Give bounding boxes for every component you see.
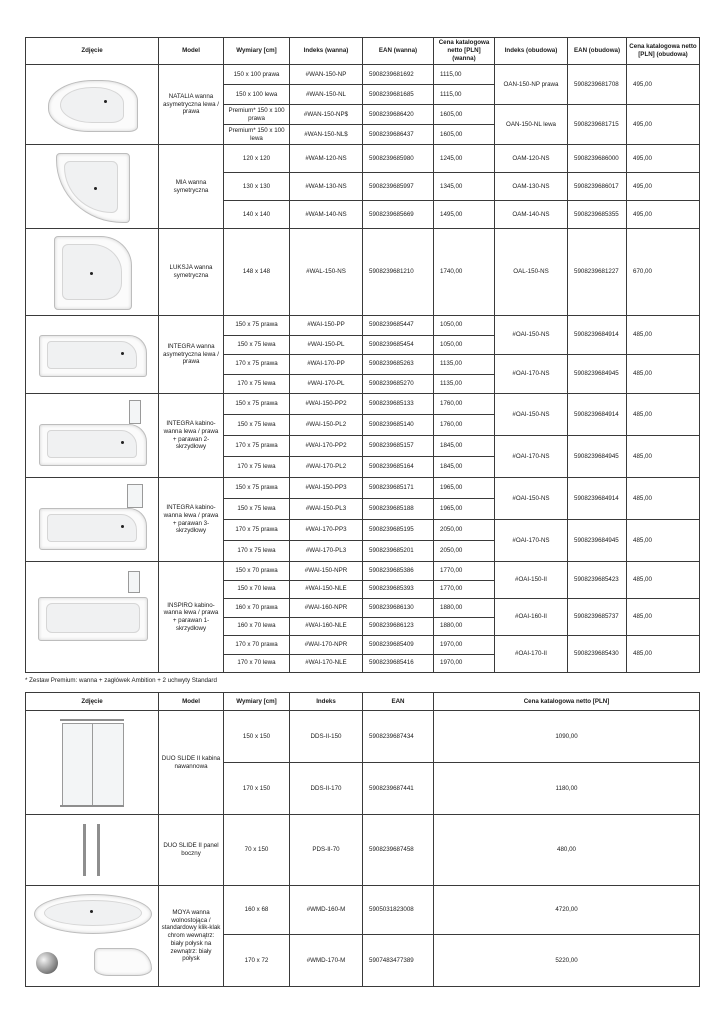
casing-price-cell: 485,00 (627, 436, 700, 478)
tub-index-cell: #WAI-150-NPR (290, 562, 363, 581)
tub-index-cell: #WAI-150-PL2 (290, 415, 363, 436)
header-dimensions: Wymiary [cm] (224, 38, 290, 65)
tub-price-cell: 1760,00 (434, 415, 495, 436)
product-photo-natalia (26, 65, 159, 145)
tub-index-cell: #WAI-170-PL2 (290, 457, 363, 478)
ean-cell: 5905031823008 (363, 886, 434, 935)
tub-price-cell: 1970,00 (434, 636, 495, 655)
index-cell: DDS-II-150 (290, 711, 363, 763)
tub-price-cell: 1965,00 (434, 478, 495, 499)
dimension-cell: 70 x 150 (224, 815, 290, 886)
product-photo-integra-3panel (26, 478, 159, 562)
casing-ean-cell: 5908239684945 (568, 520, 627, 562)
casing-price-cell: 495,00 (627, 173, 700, 201)
dimension-cell: 150 x 100 lewa (224, 85, 290, 105)
header-photo: Zdjęcie (26, 693, 159, 711)
tub-price-cell: 1845,00 (434, 457, 495, 478)
ean-cell: 5908239687441 (363, 763, 434, 815)
casing-price-cell: 485,00 (627, 562, 700, 599)
casing-index-cell: OAM-120-NS (495, 145, 568, 173)
dimension-cell: 150 x 150 (224, 711, 290, 763)
tub-price-cell: 1050,00 (434, 316, 495, 336)
tub-price-cell: 1760,00 (434, 394, 495, 415)
tub-ean-cell: 5908239685386 (363, 562, 434, 581)
tub-ean-cell: 5908239685133 (363, 394, 434, 415)
tub-index-cell: #WAN-150-NL$ (290, 125, 363, 145)
tub-index-cell: #WAI-150-PP (290, 316, 363, 336)
tub-index-cell: #WAN-150-NP$ (290, 105, 363, 125)
casing-ean-cell: 5908239681708 (568, 65, 627, 105)
tub-index-cell: #WAI-150-NLE (290, 580, 363, 599)
header-price-casing: Cena katalogowa netto [PLN] (obudowa) (627, 38, 700, 65)
tub-price-cell: 1495,00 (434, 201, 495, 229)
casing-ean-cell: 5908239684914 (568, 394, 627, 436)
tub-price-cell: 2050,00 (434, 520, 495, 541)
tub-price-cell: 1845,00 (434, 436, 495, 457)
ean-cell: 5907483477389 (363, 935, 434, 987)
tub-price-cell: 1880,00 (434, 617, 495, 636)
tub-index-cell: #WAM-120-NS (290, 145, 363, 173)
dimension-cell: 150 x 75 prawa (224, 316, 290, 336)
tub-index-cell: #WAI-150-PP2 (290, 394, 363, 415)
casing-ean-cell: 5908239684945 (568, 355, 627, 394)
tub-ean-cell: 5908239686437 (363, 125, 434, 145)
dimension-cell: 150 x 70 lewa (224, 580, 290, 599)
tub-price-cell: 1740,00 (434, 229, 495, 316)
tub-ean-cell: 5908239685188 (363, 499, 434, 520)
index-cell: DDS-II-170 (290, 763, 363, 815)
tub-ean-cell: 5908239685263 (363, 355, 434, 375)
tub-index-cell: #WAN-150-NL (290, 85, 363, 105)
header-ean-tub: EAN (wanna) (363, 38, 434, 65)
casing-price-cell: 485,00 (627, 599, 700, 636)
tub-index-cell: #WAI-160-NLE (290, 617, 363, 636)
tub-price-cell: 1115,00 (434, 65, 495, 85)
index-cell: #WMD-160-M (290, 886, 363, 935)
header-model: Model (159, 693, 224, 711)
tub-ean-cell: 5908239685409 (363, 636, 434, 655)
tub-price-cell: 2050,00 (434, 541, 495, 562)
chrome-drain-icon (36, 952, 58, 974)
tub-ean-cell: 5908239685980 (363, 145, 434, 173)
tub-index-cell: #WAI-170-NPR (290, 636, 363, 655)
casing-price-cell: 495,00 (627, 145, 700, 173)
tub-price-cell: 1345,00 (434, 173, 495, 201)
dimension-cell: 170 x 75 prawa (224, 520, 290, 541)
dimension-cell: 170 x 72 (224, 935, 290, 987)
bathtub-price-table (25, 37, 700, 673)
tub-ean-cell: 5908239685270 (363, 374, 434, 394)
casing-price-cell: 495,00 (627, 65, 700, 105)
dimension-cell: Premium* 150 x 100 prawa (224, 105, 290, 125)
casing-index-cell: #OAI-150-NS (495, 394, 568, 436)
tub-index-cell: #WAI-150-PP3 (290, 478, 363, 499)
casing-ean-cell: 5908239686000 (568, 145, 627, 173)
casing-index-cell: OAM-140-NS (495, 201, 568, 229)
tub-ean-cell: 5908239685454 (363, 335, 434, 355)
ean-cell: 5908239687434 (363, 711, 434, 763)
model-natalia: NATALIA wanna asymetryczna lewa / prawa (159, 65, 224, 145)
casing-ean-cell: 5908239685430 (568, 636, 627, 673)
dimension-cell: 150 x 70 prawa (224, 562, 290, 581)
tub-ean-cell: 5908239685447 (363, 316, 434, 336)
casing-price-cell: 485,00 (627, 394, 700, 436)
dimension-cell: 160 x 70 prawa (224, 599, 290, 618)
model-integra-2panel: INTEGRA kabino-wanna lewa / prawa + parawan 2-skrzydłowy (159, 394, 224, 478)
price-cell: 5220,00 (434, 935, 700, 987)
tub-ean-cell: 5908239681692 (363, 65, 434, 85)
dimension-cell: Premium* 150 x 100 lewa (224, 125, 290, 145)
casing-ean-cell: 5908239685737 (568, 599, 627, 636)
tub-ean-cell: 5908239686420 (363, 105, 434, 125)
tub-ean-cell: 5908239681685 (363, 85, 434, 105)
header-index-casing: Indeks (obudowa) (495, 38, 568, 65)
dimension-cell: 150 x 75 lewa (224, 335, 290, 355)
header-index: Indeks (290, 693, 363, 711)
tub-index-cell: #WAI-170-PP2 (290, 436, 363, 457)
casing-index-cell: #OAI-150-NS (495, 316, 568, 355)
tub-ean-cell: 5908239685201 (363, 541, 434, 562)
tub-index-cell: #WAN-150-NP (290, 65, 363, 85)
tub-ean-cell: 5908239685171 (363, 478, 434, 499)
tub-ean-cell: 5908239685669 (363, 201, 434, 229)
product-photo-inspiro (26, 562, 159, 673)
tub-index-cell: #WAI-170-PL (290, 374, 363, 394)
tub-ean-cell: 5908239685140 (363, 415, 434, 436)
dimension-cell: 130 x 130 (224, 173, 290, 201)
dimension-cell: 140 x 140 (224, 201, 290, 229)
ean-cell: 5908239687458 (363, 815, 434, 886)
casing-price-cell: 495,00 (627, 105, 700, 145)
dimension-cell: 120 x 120 (224, 145, 290, 173)
dimension-cell: 170 x 75 lewa (224, 374, 290, 394)
header-ean: EAN (363, 693, 434, 711)
tub-price-cell: 1965,00 (434, 499, 495, 520)
tub-ean-cell: 5908239686130 (363, 599, 434, 618)
enclosure-price-table (25, 692, 700, 987)
index-cell: #WMD-170-M (290, 935, 363, 987)
dimension-cell: 160 x 68 (224, 886, 290, 935)
casing-price-cell: 485,00 (627, 520, 700, 562)
casing-index-cell: #OAI-170-NS (495, 436, 568, 478)
tub-ean-cell: 5908239685393 (363, 580, 434, 599)
tub-ean-cell: 5908239685157 (363, 436, 434, 457)
dimension-cell: 150 x 75 prawa (224, 394, 290, 415)
header-price-tub: Cena katalogowa netto [PLN] (wanna) (434, 38, 495, 65)
dimension-cell: 170 x 75 prawa (224, 436, 290, 457)
tub-index-cell: #WAM-130-NS (290, 173, 363, 201)
header-price: Cena katalogowa netto [PLN] (434, 693, 700, 711)
dimension-cell: 170 x 70 prawa (224, 636, 290, 655)
model-integra-3panel: INTEGRA kabino-wanna lewa / prawa + parawan 3-skrzydłowy (159, 478, 224, 562)
model-mia: MIA wanna symetryczna (159, 145, 224, 229)
price-cell: 1090,00 (434, 711, 700, 763)
casing-price-cell: 670,00 (627, 229, 700, 316)
casing-ean-cell: 5908239684945 (568, 436, 627, 478)
tub-index-cell: #WAI-150-PL3 (290, 499, 363, 520)
model-moya: MOYA wanna wolnostojąca / standardowy klik-klak chrom wewnątrz: biały połysk na zewnątrz: biały połysk (159, 886, 224, 987)
dimension-cell: 170 x 75 lewa (224, 541, 290, 562)
price-cell: 480,00 (434, 815, 700, 886)
casing-index-cell: #OAI-150-II (495, 562, 568, 599)
tub-index-cell: #WAL-150-NS (290, 229, 363, 316)
dimension-cell: 170 x 75 lewa (224, 457, 290, 478)
product-photo-luksja (26, 229, 159, 316)
index-cell: PDS-II-70 (290, 815, 363, 886)
casing-ean-cell: 5908239684914 (568, 478, 627, 520)
header-index-tub: Indeks (wanna) (290, 38, 363, 65)
product-photo-duo-slide-panel (26, 815, 159, 886)
tub-price-cell: 1135,00 (434, 355, 495, 375)
casing-price-cell: 485,00 (627, 355, 700, 394)
tub-ean-cell: 5908239685164 (363, 457, 434, 478)
casing-ean-cell: 5908239681715 (568, 105, 627, 145)
header-ean-casing: EAN (obudowa) (568, 38, 627, 65)
price-cell: 4720,00 (434, 886, 700, 935)
tub-index-cell: #WAI-170-PP (290, 355, 363, 375)
product-photo-moya (26, 886, 159, 987)
tub-price-cell: 1135,00 (434, 374, 495, 394)
casing-ean-cell: 5908239684914 (568, 316, 627, 355)
model-duo-slide-panel: DUO SLIDE II panel boczny (159, 815, 224, 886)
header-photo: Zdjęcie (26, 38, 159, 65)
tub-index-cell: #WAI-170-NLE (290, 654, 363, 673)
model-luksja: LUKSJA wanna symetryczna (159, 229, 224, 316)
tub-price-cell: 1050,00 (434, 335, 495, 355)
casing-ean-cell: 5908239681227 (568, 229, 627, 316)
tub-index-cell: #WAM-140-NS (290, 201, 363, 229)
casing-index-cell: #OAI-170-NS (495, 355, 568, 394)
tub-price-cell: 1115,00 (434, 85, 495, 105)
casing-ean-cell: 5908239685355 (568, 201, 627, 229)
casing-ean-cell: 5908239685423 (568, 562, 627, 599)
casing-price-cell: 485,00 (627, 478, 700, 520)
header-dimensions: Wymiary [cm] (224, 693, 290, 711)
dimension-cell: 150 x 75 lewa (224, 499, 290, 520)
dimension-cell: 170 x 70 lewa (224, 654, 290, 673)
dimension-cell: 148 x 148 (224, 229, 290, 316)
tub-ean-cell: 5908239685997 (363, 173, 434, 201)
model-inspiro: INSPIRO kabino-wanna lewa / prawa + parawan 1-skrzydłowy (159, 562, 224, 673)
product-photo-integra-2panel (26, 394, 159, 478)
tub-price-cell: 1970,00 (434, 654, 495, 673)
tub-ean-cell: 5908239685195 (363, 520, 434, 541)
casing-ean-cell: 5908239686017 (568, 173, 627, 201)
casing-price-cell: 485,00 (627, 316, 700, 355)
casing-index-cell: #OAI-170-II (495, 636, 568, 673)
casing-index-cell: #OAI-160-II (495, 599, 568, 636)
casing-index-cell: OAL-150-NS (495, 229, 568, 316)
tub-index-cell: #WAI-160-NPR (290, 599, 363, 618)
tub-index-cell: #WAI-170-PL3 (290, 541, 363, 562)
casing-price-cell: 485,00 (627, 636, 700, 673)
price-cell: 1180,00 (434, 763, 700, 815)
model-duo-slide-cabin: DUO SLIDE II kabina nawannowa (159, 711, 224, 815)
product-photo-mia (26, 145, 159, 229)
tub-ean-cell: 5908239685416 (363, 654, 434, 673)
header-model: Model (159, 38, 224, 65)
casing-index-cell: #OAI-150-NS (495, 478, 568, 520)
casing-index-cell: #OAI-170-NS (495, 520, 568, 562)
tub-price-cell: 1605,00 (434, 125, 495, 145)
dimension-cell: 170 x 75 prawa (224, 355, 290, 375)
premium-footnote: * Zestaw Premium: wanna + zagłówek Ambition + 2 uchwyty Standard (25, 677, 217, 684)
casing-index-cell: OAN-150-NP prawa (495, 65, 568, 105)
dimension-cell: 150 x 100 prawa (224, 65, 290, 85)
dimension-cell: 150 x 75 prawa (224, 478, 290, 499)
casing-price-cell: 495,00 (627, 201, 700, 229)
tub-price-cell: 1770,00 (434, 562, 495, 581)
tub-price-cell: 1880,00 (434, 599, 495, 618)
tub-index-cell: #WAI-150-PL (290, 335, 363, 355)
casing-index-cell: OAN-150-NL lewa (495, 105, 568, 145)
casing-index-cell: OAM-130-NS (495, 173, 568, 201)
tub-price-cell: 1245,00 (434, 145, 495, 173)
tub-price-cell: 1770,00 (434, 580, 495, 599)
dimension-cell: 160 x 70 lewa (224, 617, 290, 636)
dimension-cell: 150 x 75 lewa (224, 415, 290, 436)
tub-ean-cell: 5908239686123 (363, 617, 434, 636)
dimension-cell: 170 x 150 (224, 763, 290, 815)
model-integra-tub: INTEGRA wanna asymetryczna lewa / prawa (159, 316, 224, 394)
tub-ean-cell: 5908239681210 (363, 229, 434, 316)
product-photo-integra-tub (26, 316, 159, 394)
product-photo-duo-slide-cabin (26, 711, 159, 815)
tub-price-cell: 1605,00 (434, 105, 495, 125)
tub-index-cell: #WAI-170-PP3 (290, 520, 363, 541)
